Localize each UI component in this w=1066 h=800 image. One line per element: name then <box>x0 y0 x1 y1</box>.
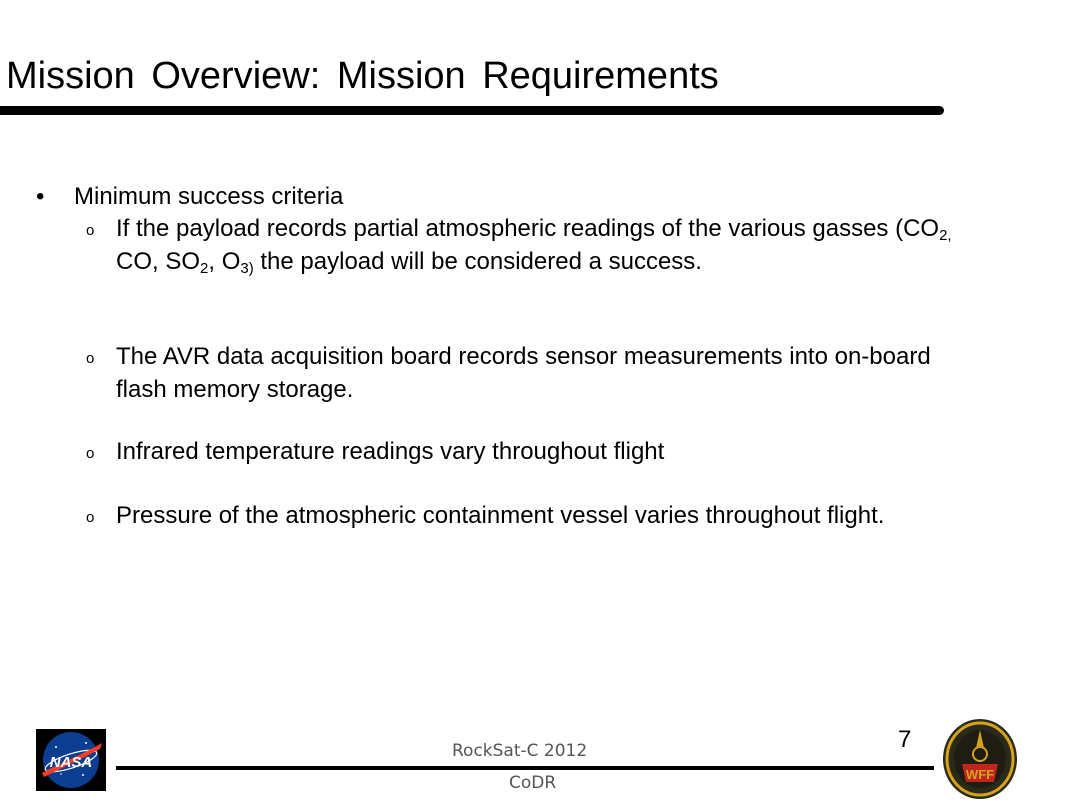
sub-bullet-marker: o <box>86 445 95 462</box>
sub-bullet-marker: o <box>86 350 95 367</box>
sub-bullet-3-text: Infrared temperature readings vary throughout flight <box>116 438 665 465</box>
sub-bullet-1-text-a: If the payload records partial atmospheric readings of the various gasses (CO <box>116 215 940 242</box>
sub-bullet-marker: o <box>86 509 95 526</box>
sub-bullet-4-text: Pressure of the atmospheric containment vessel varies throughout flight. <box>116 502 885 529</box>
main-bullet-text: Minimum success criteria <box>74 183 344 210</box>
bullet-dot: • <box>36 183 45 210</box>
sub-bullet-1 <box>86 213 966 278</box>
sub-bullet-1-text-d: the payload will be considered a success. <box>253 247 702 275</box>
nasa-logo-text: NASA <box>49 754 93 771</box>
subscript: 2, <box>939 227 952 244</box>
subscript: 2 <box>200 259 209 277</box>
nasa-logo <box>36 729 106 791</box>
subscript: 3) <box>240 259 254 277</box>
slide-title: Mission Overview: Mission Requirements <box>6 55 719 97</box>
footer-divider <box>116 766 934 770</box>
footer-review: CoDR <box>509 773 557 793</box>
wff-logo <box>940 716 1020 800</box>
main-bullet <box>36 181 343 213</box>
title-divider <box>0 106 944 115</box>
page-number: 7 <box>898 726 912 753</box>
sub-bullet-2 <box>86 341 966 406</box>
footer-event: RockSat-C 2012 <box>452 741 588 761</box>
sub-bullet-1-text-c: , O <box>208 247 241 275</box>
sub-bullet-2-text: The AVR data acquisition board records sensor measurements into on-board flash memory storage. <box>116 343 931 403</box>
sub-bullet-1-text-b: CO, SO <box>116 247 201 275</box>
sub-bullet-3 <box>86 436 966 469</box>
sub-bullet-4 <box>86 500 966 533</box>
sub-bullet-marker: o <box>86 222 95 239</box>
wff-logo-text: WFF <box>965 767 995 782</box>
